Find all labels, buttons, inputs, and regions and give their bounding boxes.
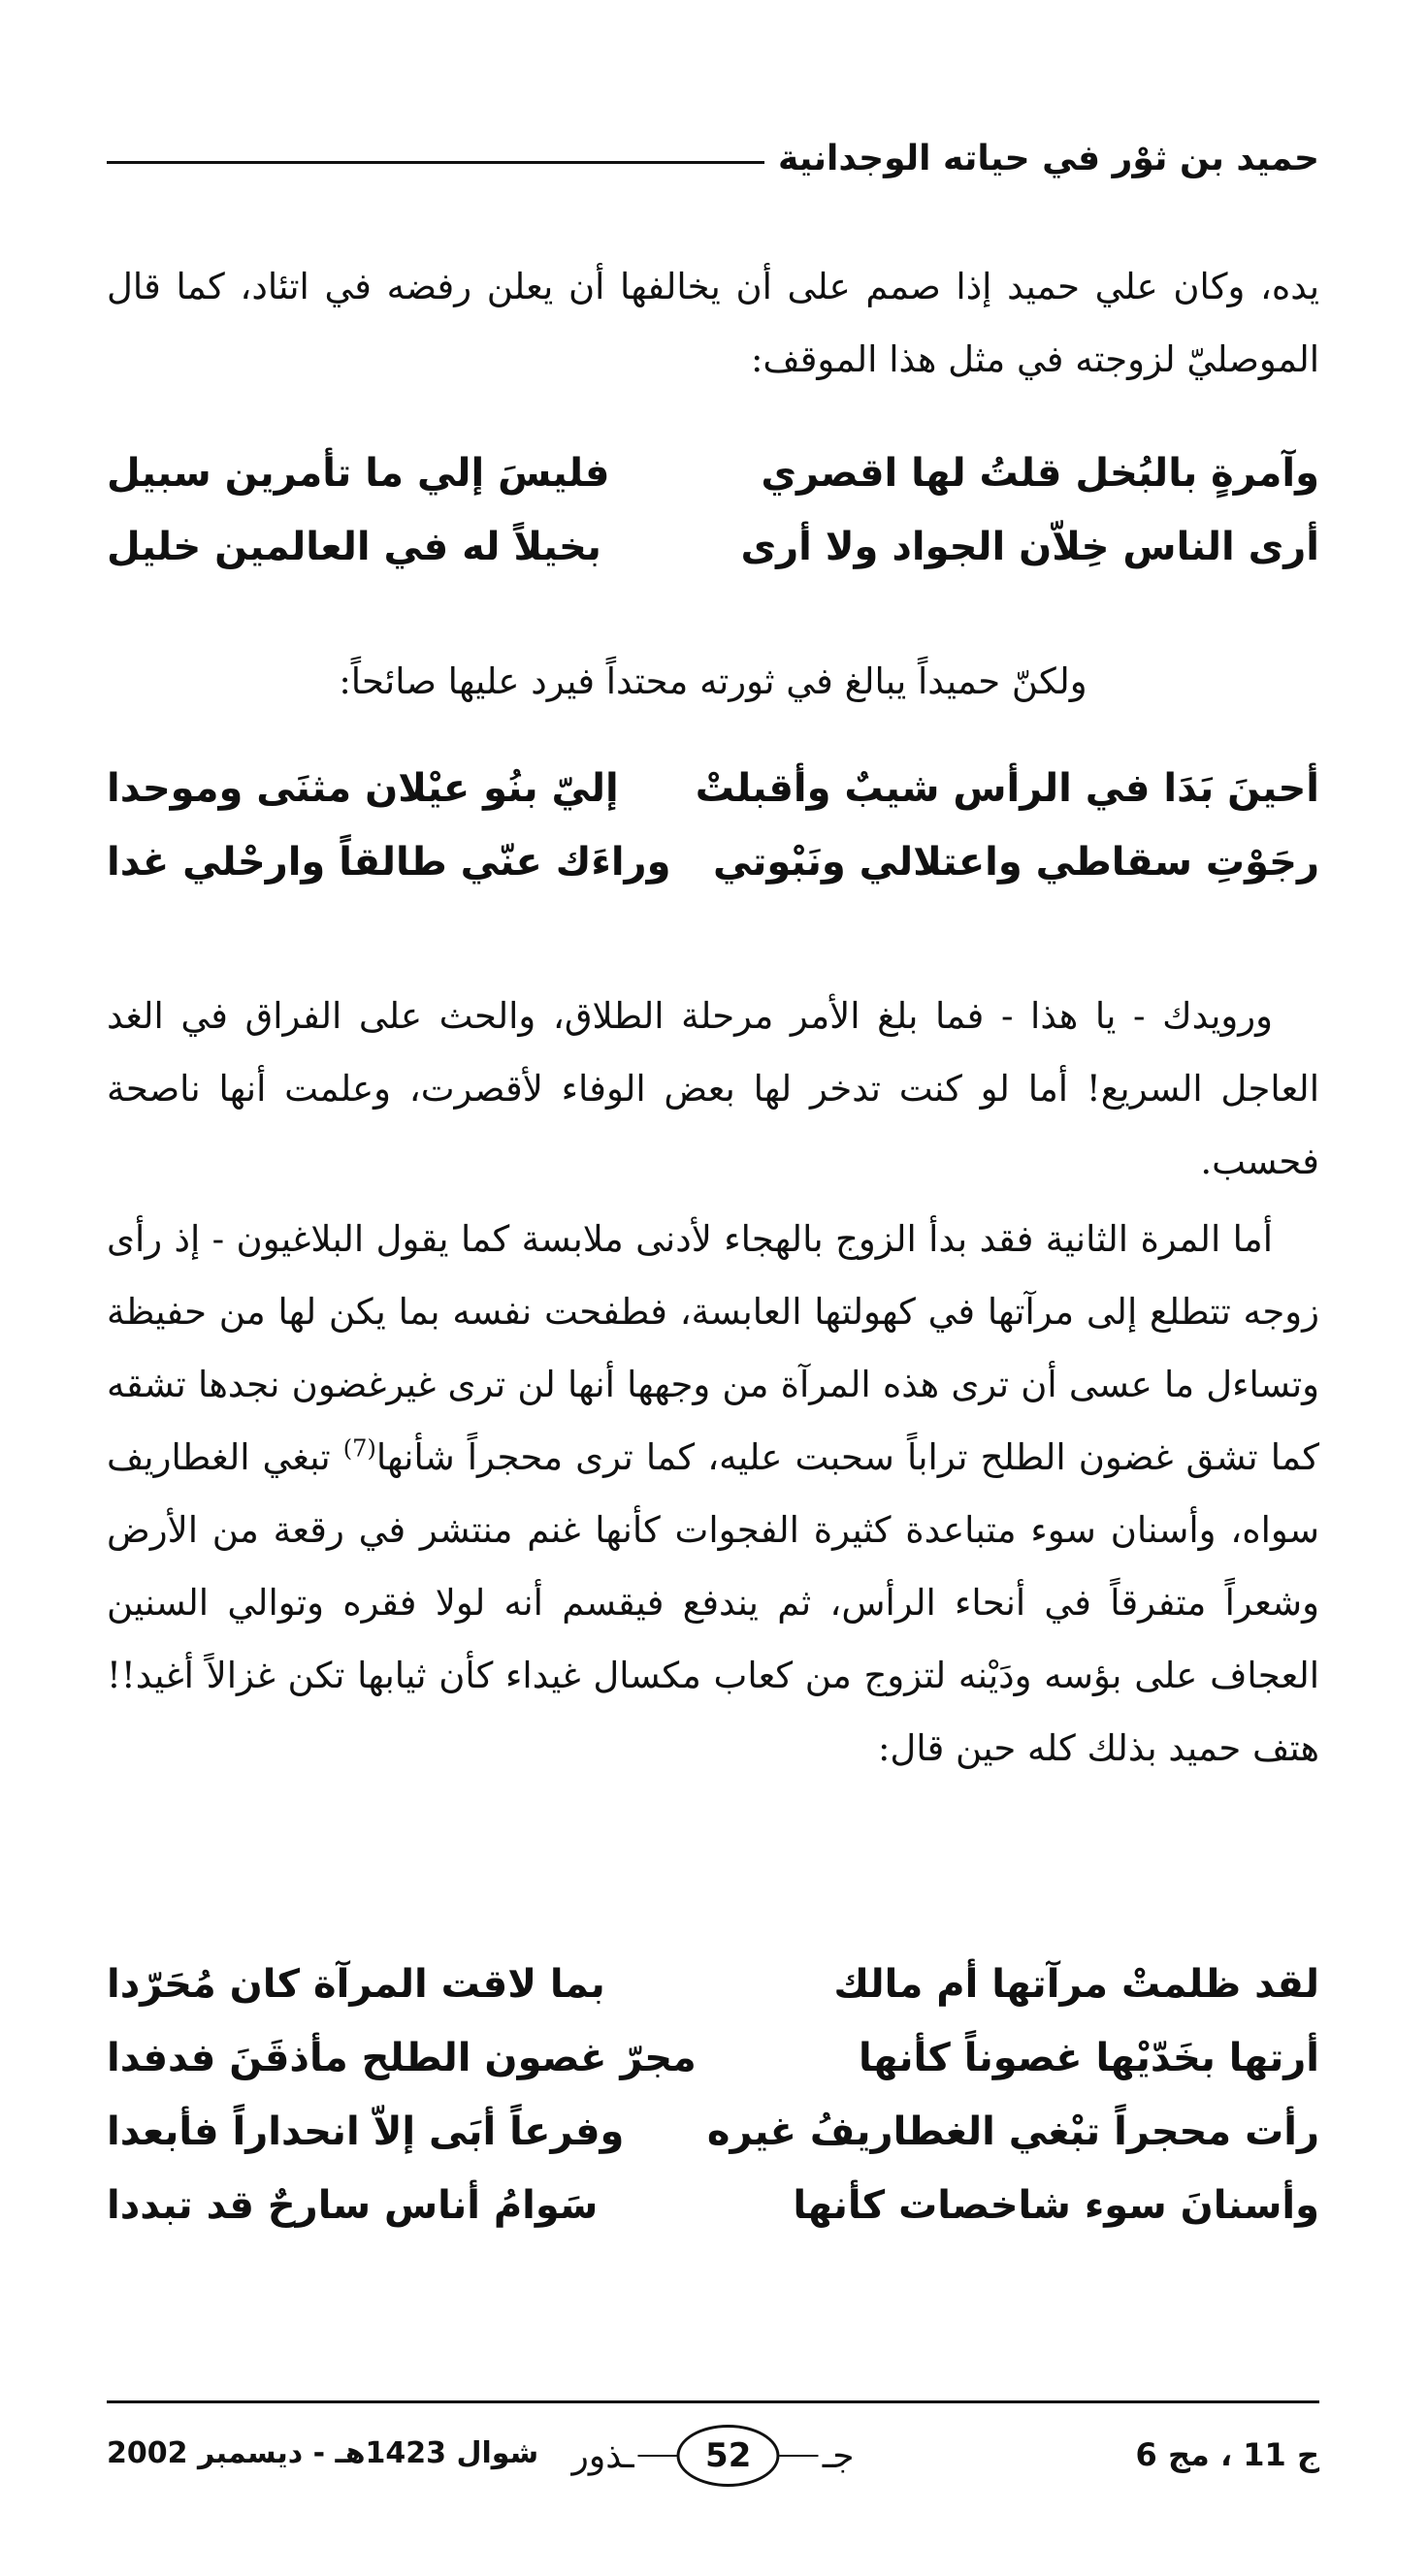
footer-rule [107,2400,1319,2403]
verse-line [107,825,1319,899]
paragraph-commentary: ورويدك - يا هذا - فما بلغ الأمر مرحلة الطلاق، والحث على الفراق في الغد العاجل السريع! أما لو كنت تدخر لها بعض الوفاء لأقصرت، وعلمت أنها ناصحة فحسب. [107,995,1319,1182]
paragraph-intro: يده، وكان علي حميد إذا صمم على أن يخالفها أن يعلن رفضه في اتئاد، كما قال الموصليّ لزوجته في مثل هذا الموقف: [107,266,1319,380]
page-footer [107,2425,1319,2493]
journal-stroke [780,2455,819,2457]
verse-line [107,2095,1319,2169]
journal-name-part: ـذور [571,2435,634,2476]
paragraph-mirror [107,1203,1319,1785]
poem-mirror [107,1948,1319,2242]
issue-number: ج 11 ، مج 6 [1135,2436,1319,2473]
verse-first-hemistich: أحينَ بَدَا في الرأس شيبٌ وأقبلتْ [695,766,1319,811]
paragraph-mirror-text-a: أما المرة الثانية فقد بدأ الزوج بالهجاء لأدنى ملابسة كما يقول البلاغيون - إذ رأى زوجه تتطلع إلى مرآتها في كهولتها العابسة، فطفحت نفسه بما يكن لها من حفيظة وتساءل ما عسى أن ترى هذه المرآة من وجهها أنها لن ترى غيرغضون نجدها تشقه كما تشق غضون الطلح تراباً سحبت عليه، كما ترى محجراً شأنها [107,1218,1319,1478]
header-rule [107,161,764,164]
footnote-ref: (7) [342,1434,376,1463]
verse-first-hemistich: أرتها بخَدّيْها غصوناً كأنها [859,2036,1319,2080]
verse-second-hemistich: وفرعاً أبَى إلاّ انحداراً فأبعدا [107,2109,625,2154]
verse-second-hemistich: وراءَك عنّي طالقاً وارحْلي غدا [107,840,671,885]
verse-second-hemistich: بخيلاً له في العالمين خليل [107,525,601,569]
paragraph-transition: ولكنّ حميداً يبالغ في ثورته محتداً فيرد عليها صائحاً: [339,660,1087,702]
running-header [107,114,1319,202]
poem-mosuli [107,436,1319,584]
verse-line [107,510,1319,584]
poem-humayd-divorce [107,752,1319,899]
verse-first-hemistich: لقد ظلمتْ مرآتها أم مالك [833,1962,1319,2007]
issue-date: شوال 1423هـ - ديسمبر 2002 [107,2436,539,2470]
journal-name [568,2425,858,2487]
verse-line [107,1948,1319,2021]
verse-second-hemistich: بما لاقت المرآة كان مُحَرّدا [107,1962,605,2007]
verse-first-hemistich: وآمرةٍ بالبُخل قلتُ لها اقصري [761,451,1319,496]
running-title: حميد بن ثوْر في حياته الوجدانية [777,138,1319,178]
verse-line [107,2169,1319,2242]
verse-second-hemistich: فليسَ إلي ما تأمرين سبيل [107,451,610,496]
paragraph-mirror-text-b: تبغي الغطاريف سواه، وأسنان سوء متباعدة كثيرة الفجوات كأنها غنم منتشر في رقعة من الأرض وشعراً متفرقاً في أنحاء الرأس، ثم يندفع فيقسم أنه لولا فقره وتوالي السنين العجاف على بؤسه ودَيْنه لتزوج من كعاب مكسال غيداء كأن ثيابها تكن غزالاً أغيد!! هتف حميد بذلك كله حين قال: [107,1436,1319,1769]
verse-line [107,436,1319,510]
verse-second-hemistich: إليّ بنُو عيْلان مثنَى وموحدا [107,766,619,811]
verse-first-hemistich: رجَوْتِ سقاطي واعتلالي ونَبْوتي [712,840,1319,885]
verse-first-hemistich: رأت محجراً تبْغي الغطاريفُ غيره [706,2109,1319,2154]
verse-line [107,752,1319,825]
journal-stroke [638,2455,677,2457]
journal-name-part: جـ [822,2435,855,2476]
verse-line [107,2021,1319,2095]
verse-second-hemistich: مجرّ غصون الطلح مأذقَنَ فدفدا [107,2036,697,2080]
page-number: 52 [677,2425,780,2487]
verse-first-hemistich: أرى الناس خِلاّن الجواد ولا أرى [740,525,1319,569]
verse-first-hemistich: وأسنانَ سوء شاخصات كأنها [793,2183,1319,2228]
verse-second-hemistich: سَوامُ أناس سارحٌ قد تبددا [107,2183,599,2228]
